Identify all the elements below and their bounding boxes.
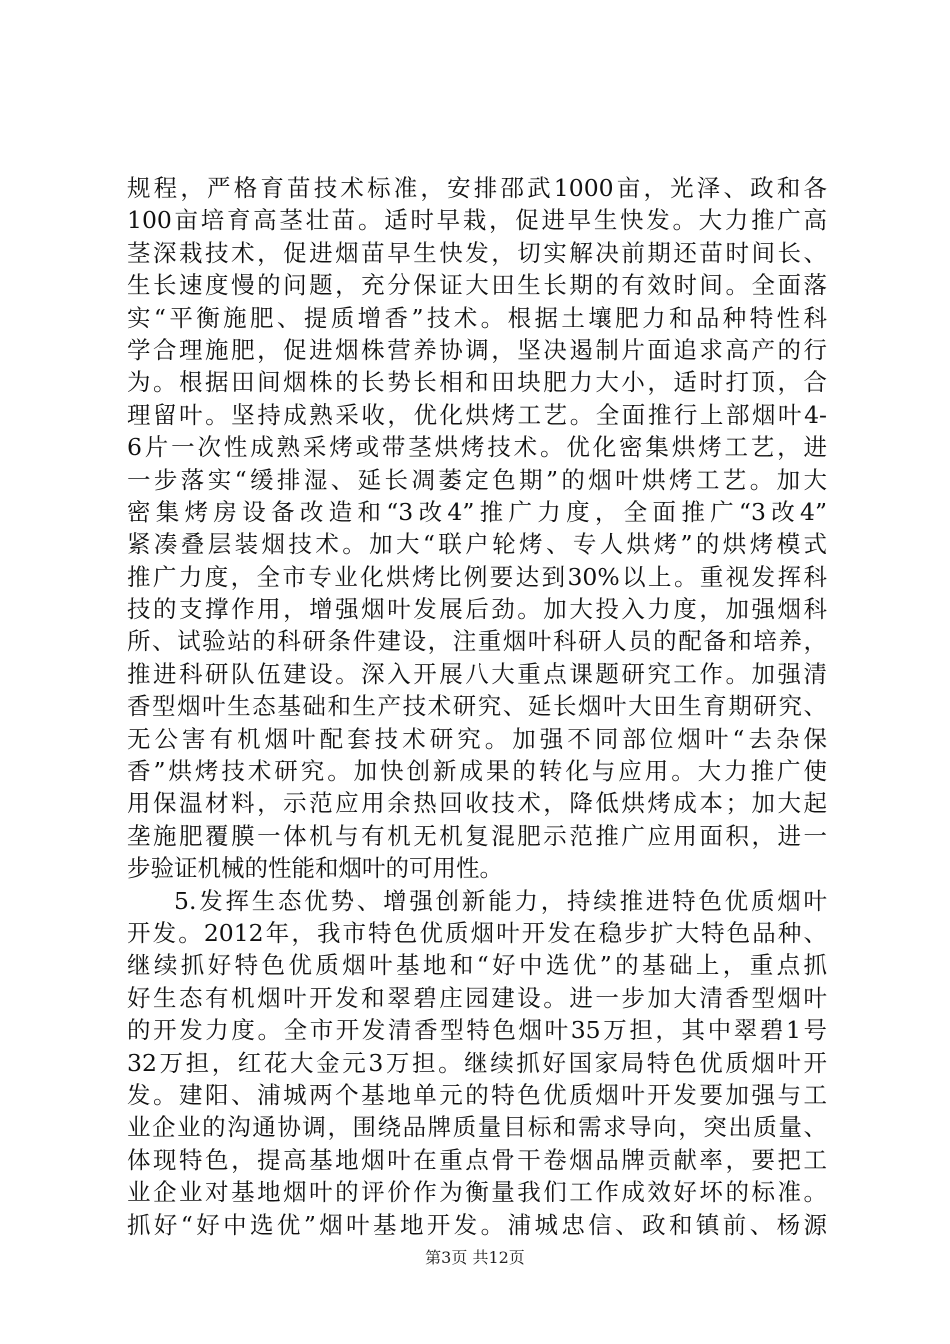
text-line: 为。根据田间烟株的长势长相和田块肥力大小，适时打顶，合 (127, 368, 827, 397)
text-line: 32万担，红花大金元3万担。继续抓好国家局特色优质烟叶开 (127, 1048, 827, 1077)
text-line: 紧凑叠层装烟技术。加大“联户轮烤、专人烘烤”的烘烤模式 (127, 530, 827, 559)
text-line: 理留叶。坚持成熟采收，优化烘烤工艺。全面推行上部烟叶4- (127, 400, 827, 429)
text-line: 一步落实“缓排湿、延长凋萎定色期”的烟叶烘烤工艺。加大 (127, 465, 827, 494)
text-line: 密集烤房设备改造和“3改4”推广力度，全面推广“3改4” (127, 497, 827, 526)
text-line: 业企业的沟通协调，围绕品牌质量目标和需求导向，突出质量、 (127, 1113, 827, 1142)
text-line: 推进科研队伍建设。深入开展八大重点课题研究工作。加强清 (127, 659, 827, 688)
text-line: 的开发力度。全市开发清香型特色烟叶35万担，其中翠碧1号 (127, 1016, 827, 1045)
text-line: 所、试验站的科研条件建设，注重烟叶科研人员的配备和培养， (127, 627, 827, 656)
text-line: 无公害有机烟叶配套技术研究。加强不同部位烟叶“去杂保 (127, 724, 827, 753)
text-line: 技的支撑作用，增强烟叶发展后劲。加大投入力度，加强烟科 (127, 595, 827, 624)
text-line: 5.发挥生态优势、增强创新能力，持续推进特色优质烟叶 (174, 886, 827, 915)
text-line: 规程，严格育苗技术标准，安排邵武1000亩，光泽、政和各 (127, 174, 827, 202)
text-line: 垄施肥覆膜一体机与有机无机复混肥示范推广应用面积，进一 (127, 821, 827, 850)
text-line: 学合理施肥，促进烟株营养协调，坚决遏制片面追求高产的行 (127, 335, 827, 364)
text-line: 6片一次性成熟采烤或带茎烘烤技术。优化密集烘烤工艺，进 (127, 433, 827, 462)
text-line: 用保温材料，示范应用余热回收技术，降低烘烤成本；加大起 (127, 789, 827, 818)
text-line: 继续抓好特色优质烟叶基地和“好中选优”的基础上，重点抓 (127, 951, 827, 980)
page-footer: 第3页 共12页 (425, 1248, 525, 1267)
text-line: 发。建阳、浦城两个基地单元的特色优质烟叶开发要加强与工 (127, 1080, 827, 1109)
text-line: 推广力度，全市专业化烘烤比例要达到30%以上。重视发挥科 (127, 562, 827, 591)
text-line: 香”烘烤技术研究。加快创新成果的转化与应用。大力推广使 (127, 757, 827, 786)
text-line: 抓好“好中选优”烟叶基地开发。浦城忠信、政和镇前、杨源 (127, 1210, 827, 1239)
body-text (127, 172, 827, 1241)
text-line: 好生态有机烟叶开发和翠碧庄园建设。进一步加大清香型烟叶 (127, 983, 827, 1012)
text-line: 香型烟叶生态基础和生产技术研究、延长烟叶大田生育期研究、 (127, 692, 827, 721)
text-line: 开发。2012年，我市特色优质烟叶开发在稳步扩大特色品种、 (127, 918, 827, 947)
text-line: 生长速度慢的问题，充分保证大田生长期的有效时间。全面落 (127, 271, 827, 300)
paragraph-1 (127, 172, 827, 885)
text-line: 实“平衡施肥、提质增香”技术。根据土壤肥力和品种特性科 (127, 303, 827, 332)
paragraph-2 (127, 885, 827, 1241)
text-line: 步验证机械的性能和烟叶的可用性。 (127, 854, 503, 883)
text-line: 体现特色，提高基地烟叶在重点骨干卷烟品牌贡献率，要把工 (127, 1145, 827, 1174)
text-line: 100亩培育高茎壮苗。适时早栽，促进早生快发。大力推广高 (127, 206, 827, 235)
text-line: 业企业对基地烟叶的评价作为衡量我们工作成效好坏的标准。 (127, 1178, 827, 1207)
text-line: 茎深栽技术，促进烟苗早生快发，切实解决前期还苗时间长、 (127, 238, 827, 267)
